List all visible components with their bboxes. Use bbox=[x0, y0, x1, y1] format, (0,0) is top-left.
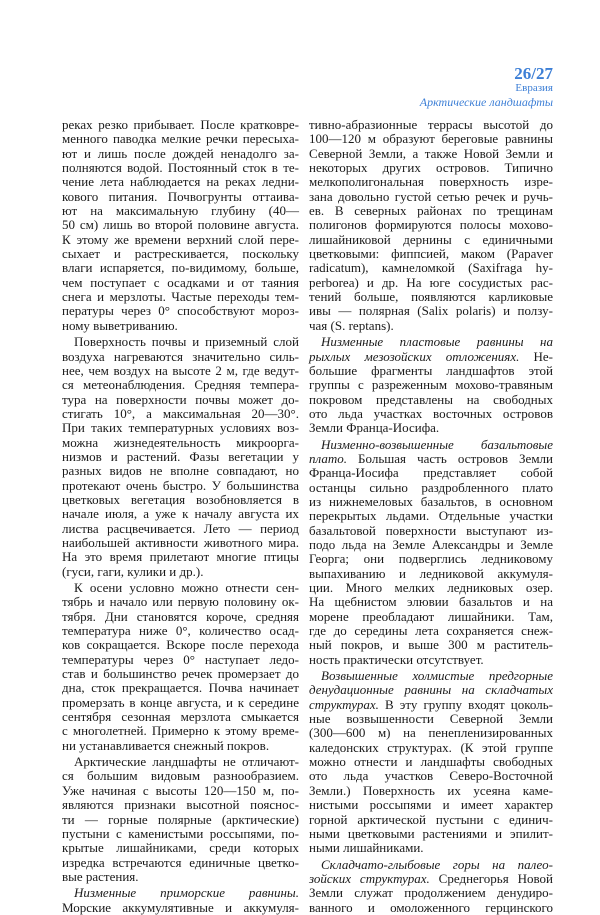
text-line bbox=[309, 813, 553, 827]
text-line bbox=[309, 304, 553, 318]
text-line bbox=[309, 886, 553, 900]
line-text: Земли.) Поверхность их усеяна каме- bbox=[309, 782, 553, 798]
line-text: полняются водой. Постоянный сток в те- bbox=[62, 160, 299, 176]
text-line bbox=[62, 739, 299, 753]
text-line bbox=[309, 841, 553, 855]
line-text: сентября сезонная мерзлота смыкается bbox=[62, 709, 299, 725]
line-text: ни устанавливается снежный покров. bbox=[62, 737, 270, 753]
line-text: наибольшей активности животного мира. bbox=[62, 534, 299, 550]
text-line bbox=[62, 755, 299, 769]
line-text: ивы — полярная (Salix polaris) и ползу- bbox=[309, 303, 553, 319]
line-text: разных видов не вполне совпадают, но bbox=[62, 463, 299, 479]
line-text: К этому же времени верхний слой пере- bbox=[62, 231, 299, 247]
text-line bbox=[62, 218, 299, 232]
text-line bbox=[309, 567, 553, 581]
text-line bbox=[62, 536, 299, 550]
text-line bbox=[309, 378, 553, 392]
paragraph bbox=[62, 755, 299, 884]
text-line bbox=[309, 827, 553, 841]
line-text: ся большим видовым разнообразием. bbox=[62, 768, 299, 784]
text-line bbox=[309, 624, 553, 638]
text-line bbox=[62, 696, 299, 710]
line-text: Поверхность почвы и приземный слой bbox=[74, 334, 299, 350]
text-line bbox=[309, 175, 553, 189]
line-text: дна, сток прекращается. Почва начинает bbox=[62, 680, 299, 696]
text-line bbox=[62, 190, 299, 204]
line-text: При таких температурных условиях воз- bbox=[62, 420, 299, 436]
line-text: ный покров, и выше 300 м раститель- bbox=[309, 637, 553, 653]
line-text: базальтовой поверхности выступают из- bbox=[309, 522, 553, 538]
text-line bbox=[62, 856, 299, 870]
line-text: ти — горные полярные (арктические) bbox=[62, 811, 299, 827]
text-line bbox=[309, 233, 553, 247]
line-text: нее, чем воздух на высоте 2 м, где ведут- bbox=[62, 362, 299, 378]
line-text: тября. Дни становятся короче, средняя bbox=[62, 608, 299, 624]
section-title: Евразия bbox=[515, 82, 553, 94]
text-line bbox=[62, 827, 299, 841]
text-line bbox=[309, 698, 553, 712]
text-line bbox=[62, 724, 299, 738]
text-line bbox=[309, 901, 553, 915]
text-line bbox=[62, 464, 299, 478]
text-line bbox=[309, 204, 553, 218]
line-text: ют и лишь после дождей ненадолго за- bbox=[62, 145, 299, 161]
text-line bbox=[62, 870, 299, 884]
text-line bbox=[309, 495, 553, 509]
line-text: перекрытых льдами. Отдельные участки bbox=[309, 508, 553, 524]
line-text: На щебнистом элювии базальтов и на bbox=[309, 594, 553, 610]
right-column bbox=[309, 118, 553, 915]
text-line bbox=[309, 421, 553, 435]
text-line bbox=[309, 712, 553, 726]
italic-heading: плато. bbox=[309, 450, 347, 466]
text-line bbox=[62, 436, 299, 450]
line-text: Не- bbox=[519, 348, 553, 364]
line-text: большие фрагменты ландшафтов этой bbox=[309, 362, 553, 378]
text-line bbox=[309, 276, 553, 290]
text-line bbox=[62, 118, 299, 132]
text-line bbox=[62, 450, 299, 464]
text-line bbox=[62, 364, 299, 378]
line-text: Северной Земли, а также Новой Земли и bbox=[309, 145, 553, 161]
line-text: (300—600 м) на пенепленизированных bbox=[309, 725, 553, 741]
text-line bbox=[309, 552, 553, 566]
line-text: протекают очень быстро. У большинства bbox=[62, 477, 299, 493]
line-text: ному выветриванию. bbox=[62, 317, 178, 333]
paragraph bbox=[309, 438, 553, 668]
line-text: Франца-Иосифа представляет собой bbox=[309, 465, 553, 481]
paragraph bbox=[62, 335, 299, 579]
line-text: можно отнести и ландшафты свободных bbox=[309, 754, 553, 770]
line-text: тябрь и начало или первую половину ок- bbox=[62, 594, 299, 610]
line-text: можна жизнедеятельность микроорга- bbox=[62, 434, 299, 450]
line-text: нистыми россыпями и имеет характер bbox=[309, 797, 553, 813]
text-line bbox=[62, 813, 299, 827]
line-text: radicatum), камнеломкой (Saxifraga hy- bbox=[309, 260, 553, 276]
line-text: останцы сильно раздробленного плато bbox=[309, 479, 553, 495]
text-line bbox=[309, 218, 553, 232]
line-text: являются признаки высотной пояснос- bbox=[62, 797, 299, 813]
paragraph bbox=[309, 669, 553, 855]
line-text: где до середины лета сохраняется снеж- bbox=[309, 623, 553, 639]
text-line bbox=[62, 421, 299, 435]
text-line bbox=[309, 669, 553, 683]
text-line bbox=[309, 581, 553, 595]
text-line bbox=[309, 466, 553, 480]
text-line bbox=[309, 118, 553, 132]
text-line bbox=[62, 653, 299, 667]
line-text: морене преобладают лишайники. Там, bbox=[309, 608, 553, 624]
text-line bbox=[62, 610, 299, 624]
line-text: Большая часть островов Земли bbox=[346, 450, 553, 466]
line-text: цветковых вегетация возобновляется в bbox=[62, 491, 299, 507]
text-line bbox=[62, 522, 299, 536]
text-line bbox=[62, 247, 299, 261]
line-text: став и большинство речек промерзает до bbox=[62, 666, 299, 682]
text-line bbox=[62, 550, 299, 564]
text-line bbox=[62, 304, 299, 318]
text-line bbox=[62, 261, 299, 275]
line-text: Земли Франца-Иосифа. bbox=[309, 420, 440, 436]
italic-heading: Складчато-глыбовые горы на палео- bbox=[321, 856, 553, 872]
line-text: На это время прилетают многие птицы bbox=[62, 549, 299, 565]
line-text: Среднегорья Новой bbox=[429, 870, 554, 886]
text-line bbox=[62, 350, 299, 364]
text-line bbox=[309, 769, 553, 783]
line-text: Георга; они подверглись ледниковому bbox=[309, 551, 553, 567]
line-text: ванного и омоложенного герцинского bbox=[309, 899, 553, 915]
line-text: листва расцвечивается. Лето — период bbox=[62, 520, 299, 536]
text-line bbox=[62, 319, 299, 333]
line-text: ции. Много мелких ледниковых озер. bbox=[309, 580, 553, 595]
line-text: мелкополигональная поверхность изре- bbox=[309, 174, 553, 190]
line-text: (гуси, гаги, кулики и др.). bbox=[62, 563, 204, 579]
line-text: цветковыми: фиппсией, маком (Papaver bbox=[309, 246, 553, 262]
line-text: полигонов формируются полосы мохово- bbox=[309, 217, 553, 233]
line-text: зана довольно густой сетью речек и ручь- bbox=[309, 188, 553, 204]
italic-heading: Низменно-возвышенные базальтовые bbox=[321, 436, 553, 452]
line-text: кового питания. Почвогрунты оттаива- bbox=[62, 188, 299, 204]
line-text: горной арктической пустыни с единич- bbox=[309, 811, 553, 827]
line-text: группы с разреженным мохово-травяным bbox=[309, 377, 553, 393]
line-text: ков сокращается. Вскоре после перехода bbox=[62, 637, 299, 653]
text-line bbox=[309, 798, 553, 812]
text-line bbox=[309, 755, 553, 769]
text-line bbox=[62, 493, 299, 507]
paragraph bbox=[309, 118, 553, 333]
line-text: снега и мерзлоты. Частые переходы тем- bbox=[62, 289, 299, 305]
text-line bbox=[309, 364, 553, 378]
line-text: ными цветковыми растениями и эпилит- bbox=[309, 825, 553, 841]
line-text: лишайниковой дернины с единичными bbox=[309, 231, 553, 247]
text-line bbox=[309, 407, 553, 421]
text-line bbox=[309, 247, 553, 261]
text-line bbox=[309, 350, 553, 364]
text-line bbox=[309, 595, 553, 609]
line-text: воздуха нагреваются значительно силь- bbox=[62, 348, 299, 364]
text-line bbox=[309, 161, 553, 175]
line-text: сыхает и растрескивается, поскольку bbox=[62, 246, 299, 262]
line-text: пературы через 0° способствуют мороз- bbox=[62, 303, 299, 319]
text-line bbox=[309, 683, 553, 697]
line-text: изредка встречаются единичные цветко- bbox=[62, 854, 299, 870]
text-line bbox=[62, 335, 299, 349]
line-text: низмов и растений. Фазы вегетации у bbox=[62, 448, 299, 464]
line-text: влаги испаряется, по-видимому, больше, bbox=[62, 260, 299, 276]
line-text: Морские аккумулятивные и аккумуля- bbox=[62, 899, 299, 915]
text-line bbox=[62, 784, 299, 798]
text-line bbox=[62, 204, 299, 218]
text-line bbox=[309, 524, 553, 538]
line-text: стигать 10°, а максимальная 20—30°. bbox=[62, 405, 299, 421]
text-line bbox=[309, 335, 553, 349]
text-line bbox=[62, 581, 299, 595]
text-line bbox=[62, 667, 299, 681]
line-text: менного паводка мелкие речки пересыха- bbox=[62, 131, 299, 147]
line-text: Арктические ландшафты не отличают- bbox=[74, 754, 299, 770]
text-line bbox=[62, 681, 299, 695]
text-line bbox=[62, 175, 299, 189]
line-text: perborea) и др. На юге сосудистых рас- bbox=[309, 274, 553, 290]
line-text: В эту группу входят цоколь- bbox=[378, 696, 553, 712]
line-text: температура ниже 0°, количество осад- bbox=[62, 623, 299, 639]
left-column bbox=[62, 118, 299, 915]
line-text: ют на максимальную глубину (40— bbox=[62, 203, 299, 219]
line-text: тура на поверхности почвы может до- bbox=[62, 391, 299, 407]
line-text: К осени условно можно отнести сен- bbox=[74, 580, 299, 595]
line-text: реках резко прибывает. После кратковре- bbox=[62, 117, 299, 132]
page-numbers: 26/27 bbox=[514, 64, 553, 83]
text-line bbox=[62, 161, 299, 175]
italic-heading: структурах. bbox=[309, 696, 379, 712]
text-line bbox=[62, 624, 299, 638]
text-line bbox=[62, 276, 299, 290]
line-text: промерзать в конце августа, и к середине bbox=[62, 694, 299, 710]
text-line bbox=[309, 452, 553, 466]
text-line bbox=[309, 784, 553, 798]
text-line bbox=[309, 741, 553, 755]
text-line bbox=[62, 638, 299, 652]
line-text: с многолетней. Примерно к этому време- bbox=[62, 723, 299, 739]
text-line bbox=[309, 872, 553, 886]
text-line bbox=[309, 638, 553, 652]
line-text: подо льда на Земле Александры и Земле bbox=[309, 536, 553, 552]
text-line bbox=[309, 481, 553, 495]
text-line bbox=[309, 319, 553, 333]
topic-title: Арктические ландшафты bbox=[419, 95, 553, 109]
text-line bbox=[62, 507, 299, 521]
line-text: пустыни с каменистыми россыпями, по- bbox=[62, 825, 299, 841]
italic-heading: Низменные приморские равнины. bbox=[74, 885, 299, 901]
line-text: каледонских структурах. (К этой группе bbox=[309, 739, 553, 755]
line-text: температуры через 0° наступает ледо- bbox=[62, 651, 299, 667]
line-text: 50 см) лишь во второй половине августа. bbox=[62, 217, 299, 233]
paragraph bbox=[62, 118, 299, 333]
text-line bbox=[62, 290, 299, 304]
line-text: Уже начиная с высоты 120—150 м, по- bbox=[62, 782, 299, 798]
line-text: крытые лишайниками, среди которых bbox=[62, 840, 299, 856]
line-text: некоторых других островов. Типично bbox=[309, 160, 553, 176]
text-line bbox=[309, 147, 553, 161]
text-line bbox=[62, 769, 299, 783]
text-line bbox=[62, 479, 299, 493]
text-line bbox=[309, 653, 553, 667]
line-text: тений больше, появляются карликовые bbox=[309, 289, 553, 305]
line-text: ото льда участках восточных островов bbox=[309, 405, 553, 421]
text-line bbox=[309, 190, 553, 204]
italic-heading: денудационные равнины на складчатых bbox=[309, 682, 553, 698]
text-line bbox=[62, 710, 299, 724]
line-text: начале июля, а уже к началу августа их bbox=[62, 506, 299, 522]
text-line bbox=[309, 726, 553, 740]
line-text: из нижнемеловых базальтов, в основном bbox=[309, 493, 553, 509]
line-text: ся метеонаблюдения. Средняя темпера- bbox=[62, 377, 299, 393]
line-text: Земли служат продолжением денудиро- bbox=[309, 885, 553, 901]
text-line bbox=[309, 438, 553, 452]
text-line bbox=[309, 290, 553, 304]
text-line bbox=[62, 565, 299, 579]
text-line bbox=[62, 886, 299, 900]
text-line bbox=[62, 132, 299, 146]
text-line bbox=[62, 393, 299, 407]
line-text: чая (S. reptans). bbox=[309, 317, 394, 333]
paragraph bbox=[309, 858, 553, 915]
line-text: ото льда участков Северо-Восточной bbox=[309, 768, 553, 784]
text-line bbox=[309, 132, 553, 146]
paragraph bbox=[62, 581, 299, 753]
italic-heading: Низменные пластовые равнины на bbox=[321, 334, 553, 350]
line-text: тивно-абразионные террасы высотой до bbox=[309, 117, 553, 132]
text-line bbox=[62, 595, 299, 609]
text-line bbox=[62, 233, 299, 247]
text-line bbox=[62, 378, 299, 392]
text-line bbox=[309, 509, 553, 523]
italic-heading: зойских структурах. bbox=[309, 870, 430, 886]
line-text: ев. В северных районах по трещинам bbox=[309, 203, 553, 219]
text-line bbox=[62, 798, 299, 812]
text-line bbox=[309, 261, 553, 275]
line-text: выпахиванию и ледниковой аккумуля- bbox=[309, 565, 553, 581]
text-line bbox=[309, 538, 553, 552]
line-text: ные возвышенности Северной Земли bbox=[309, 711, 553, 727]
line-text: 100—120 м образуют береговые равнины bbox=[309, 131, 553, 147]
text-line bbox=[62, 901, 299, 915]
line-text: вые растения. bbox=[62, 868, 139, 884]
paragraph bbox=[309, 335, 553, 435]
line-text: чение лета наблюдается на реках ледни- bbox=[62, 174, 299, 190]
text-line bbox=[309, 393, 553, 407]
line-text: ность практически отсутствует. bbox=[309, 651, 484, 667]
line-text: ными лишайниками. bbox=[309, 840, 424, 856]
text-line bbox=[62, 147, 299, 161]
paragraph bbox=[62, 886, 299, 915]
line-text: покровом представлены на свободных bbox=[309, 391, 553, 407]
italic-heading: рыхлых мезозойских отложениях. bbox=[309, 348, 520, 364]
text-line bbox=[62, 841, 299, 855]
text-line bbox=[309, 610, 553, 624]
italic-heading: Возвышенные холмистые предгорные bbox=[321, 668, 553, 684]
line-text: чем поступает с осадками и от таяния bbox=[62, 274, 299, 290]
text-line bbox=[62, 407, 299, 421]
text-line bbox=[309, 858, 553, 872]
